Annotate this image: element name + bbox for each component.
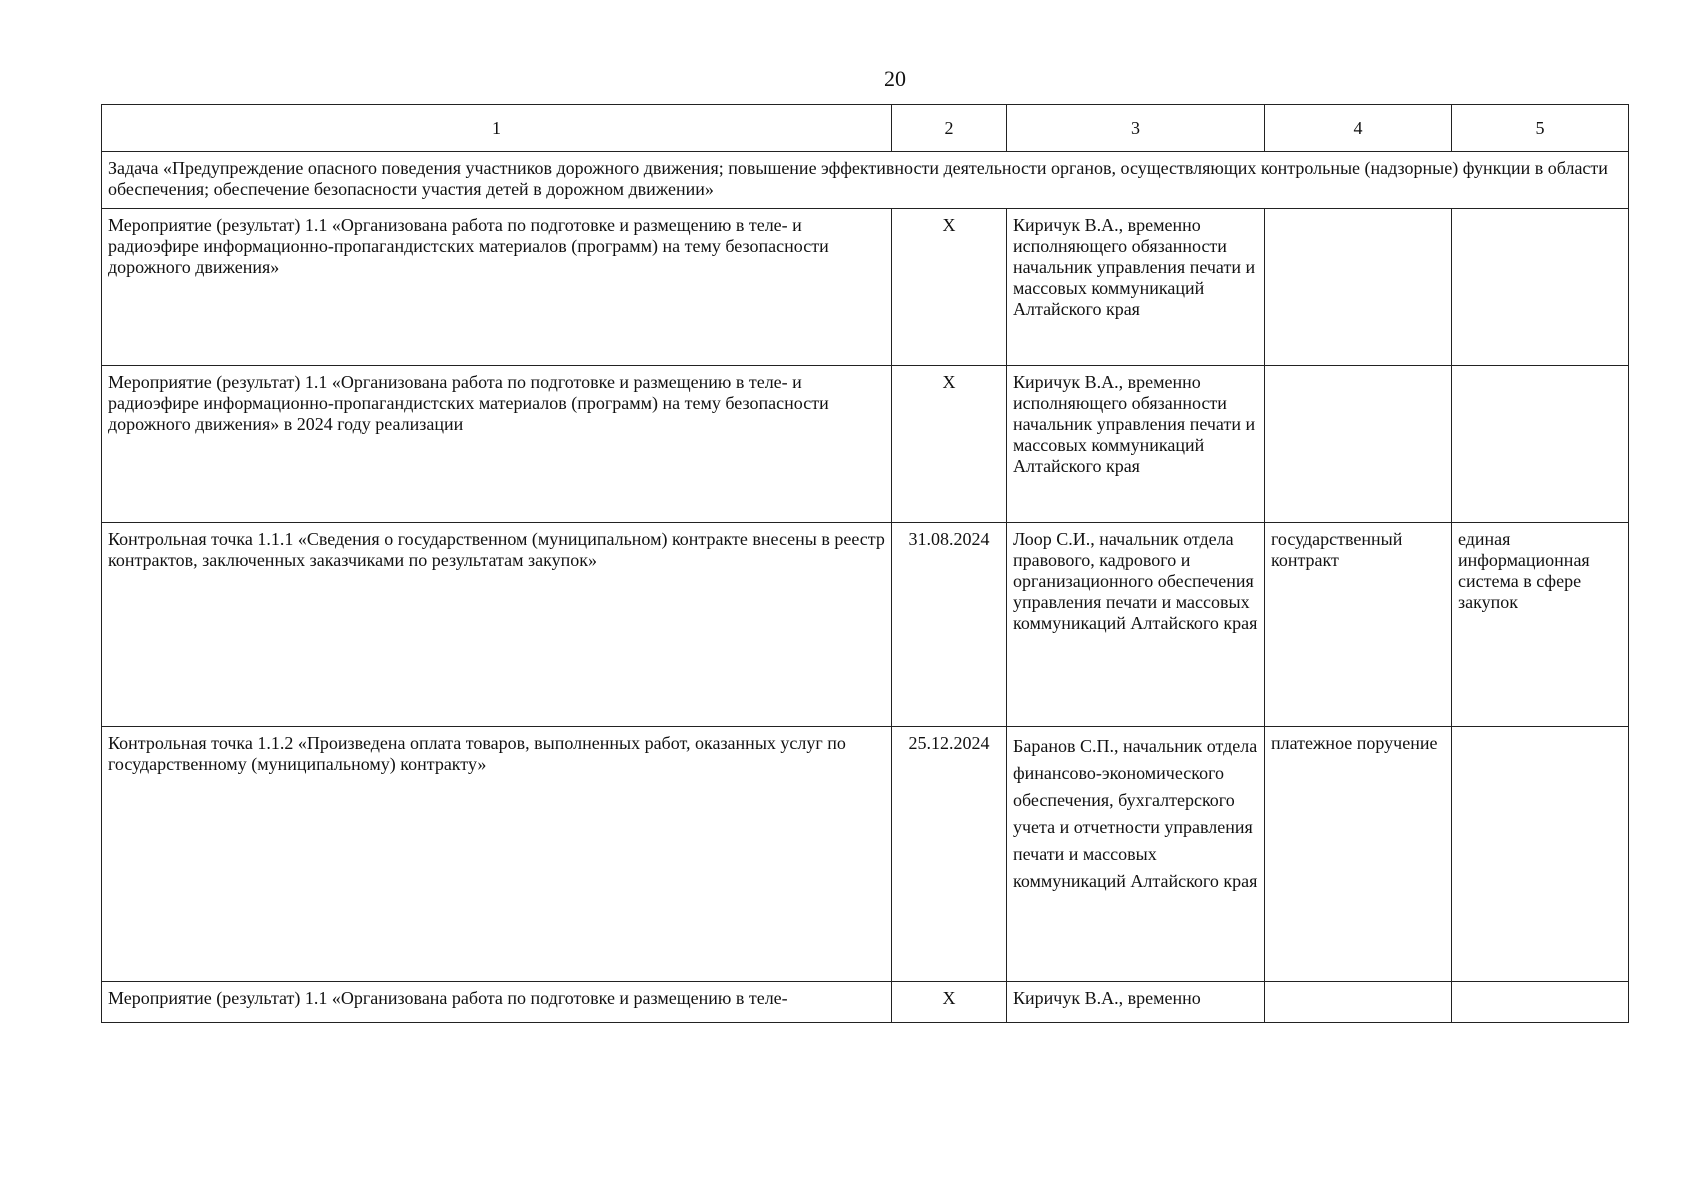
date-cell: X <box>892 982 1007 1023</box>
responsible-cell: Лоор С.И., начальник отдела правового, кадрового и организационного обеспечения управления печати и массовых коммуникаций Алтайского края <box>1007 523 1265 727</box>
table-row <box>102 523 1629 727</box>
document-cell: платежное поручение <box>1265 727 1452 982</box>
column-header-1: 1 <box>102 105 892 152</box>
table-row <box>102 209 1629 366</box>
table-row <box>102 982 1629 1023</box>
page-number: 20 <box>884 66 906 91</box>
responsible-cell: Киричук В.А., временно исполняющего обязанности начальник управления печати и массовых коммуникаций Алтайского края <box>1007 209 1265 366</box>
task-description: Задача «Предупреждение опасного поведения участников дорожного движения; повышение эффективности деятельности органов, осуществляющих контрольные (надзорные) функции в области обеспечения; обеспечение безопасности участия детей в дорожном движении» <box>102 152 1629 209</box>
column-header-3: 3 <box>1007 105 1265 152</box>
document-cell <box>1265 209 1452 366</box>
column-header-2: 2 <box>892 105 1007 152</box>
table-header-row <box>102 105 1629 152</box>
system-cell <box>1452 209 1629 366</box>
date-cell: 25.12.2024 <box>892 727 1007 982</box>
activity-cell: Контрольная точка 1.1.2 «Произведена оплата товаров, выполненных работ, оказанных услуг по государственному (муниципальному) контракту» <box>102 727 892 982</box>
system-cell <box>1452 727 1629 982</box>
document-cell <box>1265 366 1452 523</box>
activity-cell: Контрольная точка 1.1.1 «Сведения о государственном (муниципальном) контракте внесены в реестр контрактов, заключенных заказчиками по результатам закупок» <box>102 523 892 727</box>
document-cell <box>1265 982 1452 1023</box>
task-row <box>102 152 1629 209</box>
document-cell: государственный контракт <box>1265 523 1452 727</box>
date-cell: X <box>892 366 1007 523</box>
table-row <box>102 366 1629 523</box>
system-cell <box>1452 982 1629 1023</box>
activity-cell: Мероприятие (результат) 1.1 «Организована работа по подготовке и размещению в теле- <box>102 982 892 1023</box>
responsible-cell: Киричук В.А., временно исполняющего обязанности начальник управления печати и массовых коммуникаций Алтайского края <box>1007 366 1265 523</box>
activity-cell: Мероприятие (результат) 1.1 «Организована работа по подготовке и размещению в теле- и радиоэфире информационно-пропагандистских материалов (программ) на тему безопасности дорожного движения» <box>102 209 892 366</box>
system-cell: единая информационная система в сфере закупок <box>1452 523 1629 727</box>
responsible-cell: Баранов С.П., начальник отдела финансово-экономического обеспечения, бухгалтерского учета и отчетности управления печати и массовых коммуникаций Алтайского края <box>1007 727 1265 982</box>
system-cell <box>1452 366 1629 523</box>
activity-cell: Мероприятие (результат) 1.1 «Организована работа по подготовке и размещению в теле- и радиоэфире информационно-пропагандистских материалов (программ) на тему безопасности дорожного движения» в 2024 году реализации <box>102 366 892 523</box>
column-header-4: 4 <box>1265 105 1452 152</box>
responsible-cell: Киричук В.А., временно <box>1007 982 1265 1023</box>
table-row <box>102 727 1629 982</box>
date-cell: X <box>892 209 1007 366</box>
date-cell: 31.08.2024 <box>892 523 1007 727</box>
plan-table <box>101 104 1629 1023</box>
column-header-5: 5 <box>1452 105 1629 152</box>
